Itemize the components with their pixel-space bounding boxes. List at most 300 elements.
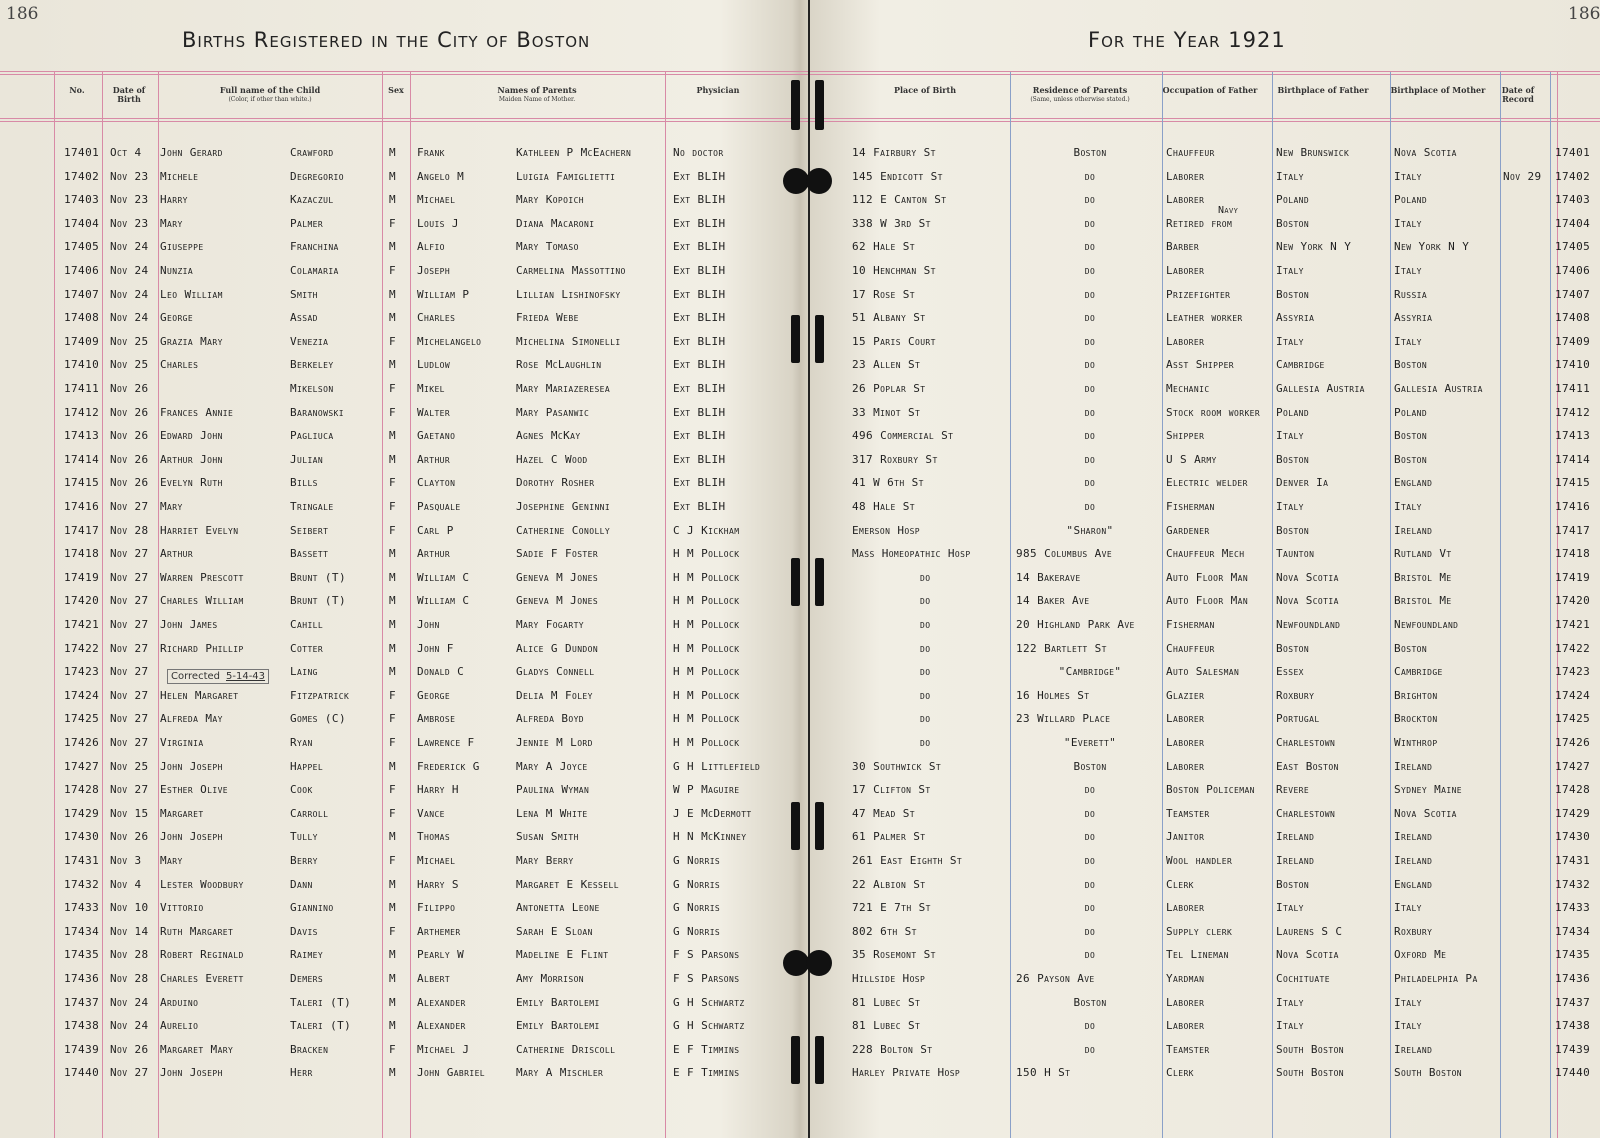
- record-number: 17405: [64, 240, 100, 254]
- father-birthplace: Italy: [1276, 995, 1304, 1009]
- right-record-number: 17418: [1555, 547, 1591, 561]
- father-birthplace: New York N Y: [1276, 240, 1352, 254]
- birth-date: Nov 26: [110, 452, 149, 466]
- father-occupation: Laborer: [1166, 169, 1205, 183]
- child-given-name: Evelyn Ruth: [160, 476, 223, 490]
- residence: do: [1084, 429, 1096, 443]
- child-surname: Happel: [290, 759, 324, 773]
- sex: F: [389, 806, 397, 820]
- place-of-birth: 145 Endicott St: [852, 169, 943, 183]
- record-number: 17411: [64, 382, 100, 395]
- father-occupation: Fisherman: [1166, 500, 1215, 513]
- mother-birthplace: Philadelphia Pa: [1394, 972, 1478, 985]
- child-given-name: Arthur John: [160, 452, 223, 466]
- child-surname: Dann: [290, 877, 313, 891]
- rule-header: [0, 118, 1600, 119]
- mother-birthplace: Sydney Maine: [1394, 783, 1463, 797]
- father-occupation: Teamster: [1166, 806, 1210, 820]
- father-name: Gaetano: [417, 429, 456, 443]
- sex: M: [389, 901, 397, 915]
- rule-top: [0, 71, 1600, 72]
- father-name: William C: [417, 594, 470, 608]
- right-record-number: 17428: [1555, 783, 1591, 797]
- physician: W P Maguire: [673, 783, 740, 797]
- sex: M: [389, 452, 397, 466]
- residence: 23 Willard Place: [1016, 712, 1111, 726]
- place-of-birth: 317 Roxbury St: [852, 452, 938, 466]
- mother-name: Catherine Driscoll: [516, 1042, 616, 1056]
- table-row: [0, 140, 1600, 164]
- father-occupation: Laborer: [1166, 712, 1205, 726]
- physician: C J Kickham: [673, 523, 740, 537]
- birth-date: Nov 25: [110, 334, 149, 348]
- residence: Boston: [1073, 146, 1107, 159]
- mother-name: Mary Kopoich: [516, 193, 585, 207]
- birth-date: Nov 24: [110, 240, 149, 254]
- place-of-birth: 22 Albion St: [852, 877, 926, 891]
- mother-name: Emily Bartolemi: [516, 995, 600, 1009]
- child-surname: Berry: [290, 854, 318, 867]
- mother-name: Diana Macaroni: [516, 216, 595, 230]
- father-name: Joseph: [417, 264, 451, 277]
- child-surname: Brunt (T): [290, 570, 346, 584]
- right-record-number: 17437: [1555, 995, 1591, 1009]
- record-number: 17417: [64, 523, 100, 537]
- father-occupation: Auto Salesman: [1166, 665, 1240, 679]
- record-number: 17434: [64, 924, 100, 938]
- physician: H M Pollock: [673, 547, 740, 561]
- child-surname: Taleri (T): [290, 995, 352, 1009]
- father-occupation: Laborer: [1166, 193, 1205, 207]
- father-occupation: Shipper: [1166, 429, 1205, 443]
- child-surname: Laing: [290, 665, 318, 679]
- place-of-birth: 33 Minot St: [852, 405, 921, 419]
- physician: H M Pollock: [673, 570, 740, 584]
- father-birthplace: Ireland: [1276, 854, 1315, 867]
- father-occupation: Glazier: [1166, 688, 1205, 702]
- physician: J E McDermott: [673, 806, 752, 820]
- father-occupation: Janitor: [1166, 830, 1205, 844]
- mother-birthplace: Boston: [1394, 358, 1428, 372]
- place-of-birth: 496 Commercial St: [852, 429, 954, 443]
- table-row: [0, 612, 1600, 636]
- binding-mark: [791, 802, 800, 850]
- table-row: [0, 352, 1600, 376]
- father-name: Arthemer: [417, 924, 461, 938]
- father-occupation: Yardman: [1166, 972, 1205, 985]
- sex: M: [389, 1019, 397, 1033]
- residence: "Cambridge": [1058, 665, 1122, 679]
- record-number: 17407: [64, 287, 100, 301]
- header-occupation: Occupation of Father: [1162, 85, 1258, 95]
- sex: F: [389, 334, 397, 348]
- mother-birthplace: Italy: [1394, 901, 1422, 915]
- sex: M: [389, 311, 397, 325]
- sex: F: [389, 924, 397, 938]
- father-name: Michael: [417, 193, 456, 207]
- residence: 14 Baker Ave: [1016, 594, 1090, 608]
- child-given-name: Aurelio: [160, 1019, 199, 1033]
- child-given-name: Richard Phillip: [160, 641, 244, 655]
- child-given-name: Leo William: [160, 287, 223, 301]
- sex: F: [389, 712, 397, 726]
- table-row: [0, 494, 1600, 518]
- residence: Boston: [1073, 759, 1107, 773]
- residence: do: [1084, 924, 1096, 938]
- birth-date: Nov 23: [110, 193, 149, 207]
- mother-name: Geneva M Jones: [516, 594, 599, 608]
- residence: do: [1084, 476, 1096, 490]
- physician: G Norris: [673, 854, 721, 867]
- sex: M: [389, 759, 397, 773]
- birth-date: Nov 24: [110, 1019, 149, 1033]
- place-of-birth: Mass Homeopathic Hosp: [852, 547, 971, 561]
- rule-header-2: [0, 121, 1600, 122]
- right-record-number: 17424: [1555, 688, 1591, 702]
- right-page-number: 186: [1568, 4, 1600, 24]
- father-occupation: Retired from: [1166, 216, 1233, 230]
- child-surname: Cahill: [290, 618, 324, 631]
- right-record-number: 17423: [1555, 665, 1591, 679]
- father-name: Pasquale: [417, 500, 461, 513]
- father-birthplace: Italy: [1276, 1019, 1304, 1033]
- table-row: [0, 636, 1600, 660]
- father-birthplace: Nova Scotia: [1276, 948, 1339, 962]
- right-record-number: 17431: [1555, 854, 1591, 867]
- record-number: 17414: [64, 452, 100, 466]
- child-surname: Colamaria: [290, 264, 339, 277]
- father-birthplace: Laurens S C: [1276, 924, 1343, 938]
- right-record-number: 17432: [1555, 877, 1591, 891]
- sex: M: [389, 877, 397, 891]
- mother-birthplace: Poland: [1394, 405, 1428, 419]
- right-record-number: 17420: [1555, 594, 1591, 608]
- record-number: 17406: [64, 264, 100, 277]
- mother-name: Mary A Joyce: [516, 759, 588, 773]
- father-name: Ludlow: [417, 358, 451, 372]
- child-given-name: Harriet Evelyn: [160, 523, 239, 537]
- binding-mark: [815, 80, 824, 130]
- physician: Ext BLIH: [673, 405, 726, 419]
- child-surname: Pagliuca: [290, 429, 334, 443]
- mother-birthplace: Nova Scotia: [1394, 146, 1457, 159]
- record-number: 17408: [64, 311, 100, 325]
- mother-name: Sarah E Sloan: [516, 924, 593, 938]
- sex: M: [389, 547, 397, 561]
- father-birthplace: Italy: [1276, 429, 1304, 443]
- right-record-number: 17435: [1555, 948, 1591, 962]
- mother-name: Jennie M Lord: [516, 736, 593, 749]
- sex: M: [389, 594, 397, 608]
- sex: M: [389, 665, 397, 679]
- place-of-birth: 35 Rosemont St: [852, 948, 936, 962]
- sex: M: [389, 641, 397, 655]
- residence: do: [1084, 500, 1096, 513]
- right-record-number: 17422: [1555, 641, 1591, 655]
- child-surname: Smith: [290, 287, 318, 301]
- physician: Ext BLIH: [673, 193, 726, 207]
- table-row: [0, 730, 1600, 754]
- table-row: [0, 777, 1600, 801]
- father-name: Thomas: [417, 830, 451, 844]
- sex: F: [389, 476, 397, 490]
- father-occupation: Supply clerk: [1166, 924, 1233, 938]
- physician: G H Littlefield: [673, 759, 761, 773]
- father-name: William P: [417, 287, 470, 301]
- birth-date: Nov 26: [110, 405, 149, 419]
- sex: M: [389, 570, 397, 584]
- child-given-name: Robert Reginald: [160, 948, 244, 962]
- physician: Ext BLIH: [673, 476, 726, 490]
- place-of-birth: do: [920, 665, 931, 679]
- mother-name: Mary Fogarty: [516, 618, 585, 631]
- birth-date: Nov 4: [110, 877, 142, 891]
- father-name: Arthur: [417, 547, 451, 561]
- header-date-of-birth: Date of Birth: [112, 85, 146, 104]
- header-residence-label: Residence of Parents: [1032, 85, 1128, 95]
- child-given-name: John Joseph: [160, 830, 223, 844]
- mother-birthplace: Poland: [1394, 193, 1428, 207]
- sex: F: [389, 688, 397, 702]
- child-surname: Giannino: [290, 901, 334, 915]
- table-row: [0, 706, 1600, 730]
- mother-birthplace: Rutland Vt: [1394, 547, 1452, 561]
- child-surname: Franchina: [290, 240, 339, 254]
- physician: Ext BLIH: [673, 382, 726, 395]
- sex: F: [389, 216, 397, 230]
- record-number: 17403: [64, 193, 100, 207]
- right-record-number: 17413: [1555, 429, 1591, 443]
- birth-date: Nov 23: [110, 216, 149, 230]
- father-occupation: Clerk: [1166, 877, 1194, 891]
- father-name: Michelangelo: [417, 334, 482, 348]
- table-row: [0, 990, 1600, 1014]
- mother-birthplace: Russia: [1394, 287, 1428, 301]
- physician: H M Pollock: [673, 641, 740, 655]
- residence: do: [1084, 240, 1096, 254]
- right-record-number: 17425: [1555, 712, 1591, 726]
- father-name: Lawrence F: [417, 736, 475, 749]
- birth-date: Nov 24: [110, 264, 149, 277]
- father-birthplace: Revere: [1276, 783, 1310, 797]
- mother-birthplace: Italy: [1394, 264, 1422, 277]
- birth-date: Nov 23: [110, 169, 149, 183]
- child-surname: Taleri (T): [290, 1019, 352, 1033]
- child-given-name: Harry: [160, 193, 188, 207]
- right-record-number: 17402: [1555, 169, 1591, 183]
- table-row: [0, 754, 1600, 778]
- child-given-name: Grazia Mary: [160, 334, 223, 348]
- mother-name: Mary Pasanwic: [516, 405, 590, 419]
- child-given-name: Helen Margaret: [160, 688, 239, 702]
- father-occupation: Laborer: [1166, 995, 1205, 1009]
- mother-name: Mary Berry: [516, 854, 574, 867]
- right-record-number: 17419: [1555, 570, 1591, 584]
- father-birthplace: Italy: [1276, 264, 1304, 277]
- header-physician: Physician: [696, 85, 740, 95]
- mother-name: Dorothy Rosher: [516, 476, 595, 490]
- place-of-birth: do: [920, 618, 931, 631]
- father-name: Charles: [417, 311, 456, 325]
- child-surname: Cook: [290, 783, 313, 797]
- sex: F: [389, 500, 397, 513]
- father-name: Harry S: [417, 877, 459, 891]
- child-surname: Demers: [290, 972, 324, 985]
- physician: Ext BLIH: [673, 169, 726, 183]
- child-surname: Kazaczul: [290, 193, 334, 207]
- child-surname: Julian: [290, 452, 324, 466]
- child-surname: Degregorio: [290, 169, 344, 183]
- mother-birthplace: Bristol Me: [1394, 594, 1452, 608]
- birth-date: Nov 25: [110, 358, 149, 372]
- physician: H M Pollock: [673, 688, 740, 702]
- birth-date: Nov 27: [110, 665, 149, 679]
- father-birthplace: South Boston: [1276, 1042, 1345, 1056]
- right-record-number: 17417: [1555, 523, 1591, 537]
- residence: 150 H St: [1016, 1066, 1071, 1080]
- table-row: [0, 305, 1600, 329]
- mother-name: Madeline E Flint: [516, 948, 609, 962]
- father-name: Harry H: [417, 783, 459, 797]
- child-given-name: Ruth Margaret: [160, 924, 234, 938]
- right-record-number: 17415: [1555, 476, 1591, 490]
- child-surname: Bassett: [290, 547, 329, 561]
- record-number: 17423: [64, 665, 100, 679]
- father-name: Frederick G: [417, 759, 480, 773]
- father-occupation: Laborer: [1166, 264, 1205, 277]
- child-surname: Assad: [290, 311, 318, 325]
- table-row: [0, 211, 1600, 235]
- place-of-birth: 721 E 7th St: [852, 901, 931, 915]
- father-name: Filippo: [417, 901, 456, 915]
- record-number: 17439: [64, 1042, 100, 1056]
- residence: do: [1084, 1042, 1096, 1056]
- father-birthplace: Boston: [1276, 523, 1310, 537]
- child-given-name: Michele: [160, 169, 199, 183]
- birth-date: Nov 27: [110, 736, 149, 749]
- right-record-number: 17436: [1555, 972, 1591, 985]
- mother-name: Gladys Connell: [516, 665, 595, 679]
- sex: M: [389, 948, 397, 962]
- child-surname: Berkeley: [290, 358, 334, 372]
- mother-birthplace: Italy: [1394, 169, 1422, 183]
- father-name: John: [417, 618, 440, 631]
- table-row: [0, 234, 1600, 258]
- physician: G Norris: [673, 924, 721, 938]
- record-number: 17409: [64, 334, 100, 348]
- child-surname: Brunt (T): [290, 594, 346, 608]
- father-occupation: Laborer: [1166, 901, 1205, 915]
- table-row: [0, 376, 1600, 400]
- residence: 985 Columbus Ave: [1016, 547, 1113, 561]
- mother-birthplace: New York N Y: [1394, 240, 1470, 254]
- mother-name: Carmelina Massottino: [516, 264, 626, 277]
- father-name: Alexander: [417, 1019, 466, 1033]
- father-birthplace: South Boston: [1276, 1066, 1345, 1080]
- place-of-birth: 48 Hale St: [852, 500, 916, 513]
- child-given-name: Virginia: [160, 736, 204, 749]
- physician: E F Timmins: [673, 1042, 740, 1056]
- sex: M: [389, 618, 397, 631]
- place-of-birth: do: [920, 688, 931, 702]
- father-occupation: Stock room worker: [1166, 405, 1261, 419]
- place-of-birth: 61 Palmer St: [852, 830, 926, 844]
- mother-name: Rose McLaughlin: [516, 358, 602, 372]
- birth-date: Nov 27: [110, 641, 149, 655]
- father-birthplace: Italy: [1276, 169, 1304, 183]
- table-row: [0, 683, 1600, 707]
- father-occupation: Boston Policeman: [1166, 783, 1255, 797]
- right-record-number: 17429: [1555, 806, 1591, 820]
- table-row: [0, 518, 1600, 542]
- father-birthplace: Essex: [1276, 665, 1304, 679]
- residence: do: [1084, 382, 1096, 395]
- table-row: [0, 1013, 1600, 1037]
- record-number: 17418: [64, 547, 100, 561]
- mother-birthplace: Ireland: [1394, 854, 1433, 867]
- father-name: John F: [417, 641, 454, 655]
- residence: do: [1084, 169, 1096, 183]
- father-occupation: Prizefighter: [1166, 287, 1231, 301]
- sex: F: [389, 264, 397, 277]
- father-name: Donald C: [417, 665, 465, 679]
- right-record-number: 17439: [1555, 1042, 1591, 1056]
- header-no: No.: [69, 85, 85, 95]
- birth-date: Nov 27: [110, 500, 149, 513]
- sex: M: [389, 240, 397, 254]
- child-surname: Palmer: [290, 216, 324, 230]
- sex: M: [389, 169, 397, 183]
- header-sex: Sex: [388, 85, 404, 95]
- child-given-name: Giuseppe: [160, 240, 204, 254]
- table-row: [0, 919, 1600, 943]
- father-birthplace: Newfoundland: [1276, 618, 1341, 631]
- child-surname: Carroll: [290, 806, 329, 820]
- place-of-birth: do: [920, 641, 931, 655]
- place-of-birth: Hillside Hosp: [852, 972, 926, 985]
- record-number: 17421: [64, 618, 100, 631]
- residence: 16 Holmes St: [1016, 688, 1090, 702]
- mother-name: Amy Morrison: [516, 972, 585, 985]
- table-row: [0, 565, 1600, 589]
- place-of-birth: do: [920, 570, 931, 584]
- mother-name: Paulina Wyman: [516, 783, 590, 797]
- place-of-birth: 10 Henchman St: [852, 264, 936, 277]
- child-surname: Ryan: [290, 736, 313, 749]
- right-record-number: 17412: [1555, 405, 1591, 419]
- residence: do: [1084, 193, 1096, 207]
- mother-birthplace: Ireland: [1394, 830, 1433, 844]
- child-surname: Bills: [290, 476, 318, 490]
- mother-name: Alfreda Boyd: [516, 712, 585, 726]
- child-given-name: Vittorio: [160, 901, 204, 915]
- header-residence: [1010, 86, 1150, 104]
- father-name: Ambrose: [417, 712, 456, 726]
- father-birthplace: Italy: [1276, 334, 1304, 348]
- mother-name: Margaret E Kessell: [516, 877, 619, 891]
- mother-birthplace: England: [1394, 877, 1433, 891]
- father-name: George: [417, 688, 451, 702]
- father-name: Arthur: [417, 452, 451, 466]
- birth-date: Nov 3: [110, 854, 142, 867]
- birth-date: Nov 24: [110, 287, 149, 301]
- mother-name: Sadie F Foster: [516, 547, 599, 561]
- residence: do: [1084, 287, 1096, 301]
- place-of-birth: do: [920, 594, 931, 608]
- mother-birthplace: Boston: [1394, 641, 1428, 655]
- table-row: [0, 423, 1600, 447]
- record-number: 17415: [64, 476, 100, 490]
